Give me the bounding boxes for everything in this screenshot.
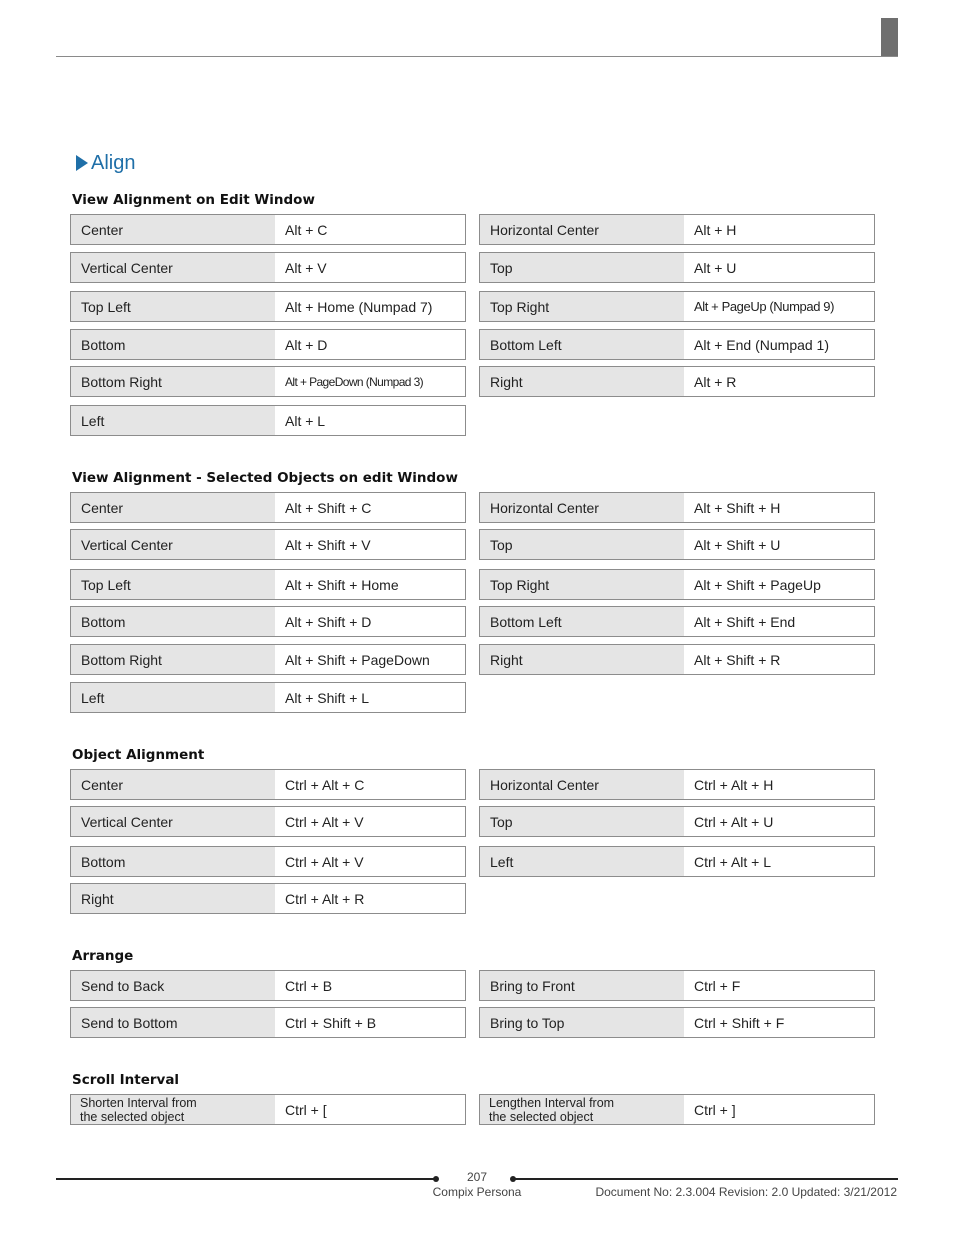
shortcut-row: [70, 492, 466, 523]
section-title-view-alignment: View Alignment on Edit Window: [72, 192, 315, 208]
footer-product: Compix Persona: [432, 1185, 522, 1199]
shortcut-keys: Ctrl + Shift + B: [275, 1008, 465, 1037]
shortcut-row: [479, 970, 875, 1001]
shortcut-label: Send to Back: [71, 971, 275, 1000]
shortcut-row: [70, 329, 466, 360]
footer-rule-right: [513, 1178, 898, 1180]
shortcut-label: Bottom: [71, 607, 275, 636]
shortcut-row: [479, 644, 875, 675]
shortcut-keys: Ctrl + Alt + R: [275, 884, 465, 913]
shortcut-row: [479, 1007, 875, 1038]
shortcut-label: Left: [71, 683, 275, 712]
shortcut-label: Center: [71, 493, 275, 522]
shortcut-row: [479, 846, 875, 877]
header-rule: [56, 56, 898, 57]
shortcut-keys: Alt + Shift + L: [275, 683, 465, 712]
shortcut-label-line1: Lengthen Interval from: [489, 1095, 615, 1110]
shortcut-label-line1: Shorten Interval from: [80, 1095, 197, 1110]
shortcut-label: Send to Bottom: [71, 1008, 275, 1037]
shortcut-row: [479, 806, 875, 837]
shortcut-row: [70, 366, 466, 397]
shortcut-row: [70, 769, 466, 800]
shortcut-keys: Alt + Shift + Home: [275, 570, 465, 599]
shortcut-row: [479, 1094, 875, 1125]
shortcut-row: [70, 252, 466, 283]
footer-document-info: Document No: 2.3.004 Revision: 2.0 Updated: 3/21/2012: [595, 1185, 897, 1199]
shortcut-label: Horizontal Center: [480, 215, 684, 244]
page-number: 207: [466, 1170, 488, 1184]
shortcut-keys: Alt + Shift + PageDown: [275, 645, 465, 674]
shortcut-keys: Alt + End (Numpad 1): [684, 330, 874, 359]
shortcut-keys: Alt + C: [275, 215, 465, 244]
shortcut-row: [479, 291, 875, 322]
shortcut-row: [70, 970, 466, 1001]
shortcut-row: [479, 252, 875, 283]
shortcut-row: [70, 806, 466, 837]
shortcut-keys: Alt + U: [684, 253, 874, 282]
shortcut-row: [70, 606, 466, 637]
shortcut-keys: Ctrl + Alt + H: [684, 770, 874, 799]
shortcut-row: [70, 883, 466, 914]
shortcut-keys: Alt + D: [275, 330, 465, 359]
shortcut-row: [479, 329, 875, 360]
footer-rule-left: [56, 1178, 436, 1180]
shortcut-keys: Ctrl + Alt + V: [275, 847, 465, 876]
shortcut-label: Vertical Center: [71, 530, 275, 559]
main-title: [76, 150, 135, 176]
shortcut-keys: Alt + Shift + End: [684, 607, 874, 636]
shortcut-row: [479, 366, 875, 397]
play-triangle-icon: [76, 155, 88, 171]
shortcut-label: Center: [71, 770, 275, 799]
shortcut-row: [70, 1094, 466, 1125]
shortcut-keys: Alt + Shift + PageUp: [684, 570, 874, 599]
shortcut-label: Right: [480, 645, 684, 674]
shortcut-keys: Alt + V: [275, 253, 465, 282]
shortcut-label: Left: [71, 406, 275, 435]
shortcut-row: [70, 846, 466, 877]
shortcut-label: Bottom Right: [71, 367, 275, 396]
shortcut-row: [479, 492, 875, 523]
shortcut-keys: Ctrl + Shift + F: [684, 1008, 874, 1037]
shortcut-keys: Alt + PageDown (Numpad 3): [275, 367, 465, 396]
shortcut-label: [480, 1095, 684, 1124]
shortcut-row: [479, 606, 875, 637]
shortcut-row: [70, 682, 466, 713]
shortcut-label: Horizontal Center: [480, 493, 684, 522]
shortcut-keys: Alt + Shift + C: [275, 493, 465, 522]
shortcut-keys: Ctrl + Alt + L: [684, 847, 874, 876]
shortcut-row: [479, 569, 875, 600]
shortcut-label: Vertical Center: [71, 253, 275, 282]
shortcut-label: Top Right: [480, 292, 684, 321]
shortcut-label: Top: [480, 807, 684, 836]
section-title-object-alignment: Object Alignment: [72, 747, 205, 763]
shortcut-row: [70, 644, 466, 675]
shortcut-label: [71, 1095, 275, 1124]
shortcut-keys: Alt + Shift + D: [275, 607, 465, 636]
shortcut-row: [70, 291, 466, 322]
shortcut-label: Top: [480, 253, 684, 282]
shortcut-label: Horizontal Center: [480, 770, 684, 799]
footer-dot-left: [433, 1176, 439, 1182]
shortcut-keys: Ctrl + [: [275, 1095, 465, 1124]
shortcut-label-line2: the selected object: [80, 1109, 185, 1124]
shortcut-keys: Alt + L: [275, 406, 465, 435]
shortcut-label: Right: [71, 884, 275, 913]
shortcut-label: Bottom Left: [480, 330, 684, 359]
shortcut-keys: Ctrl + Alt + V: [275, 807, 465, 836]
shortcut-label: Left: [480, 847, 684, 876]
shortcut-row: [70, 569, 466, 600]
shortcut-label: Center: [71, 215, 275, 244]
shortcut-keys: Alt + H: [684, 215, 874, 244]
shortcut-row: [479, 529, 875, 560]
shortcut-label: Vertical Center: [71, 807, 275, 836]
shortcut-label: Bottom: [71, 330, 275, 359]
section-title-arrange: Arrange: [72, 948, 134, 964]
shortcut-label: Bottom Right: [71, 645, 275, 674]
shortcut-keys: Alt + R: [684, 367, 874, 396]
section-title-scroll-interval: Scroll Interval: [72, 1072, 180, 1088]
main-title-text: Align: [91, 151, 136, 174]
shortcut-row: [70, 214, 466, 245]
shortcut-row: [479, 214, 875, 245]
shortcut-label: Bottom: [71, 847, 275, 876]
shortcut-keys: Alt + Shift + V: [275, 530, 465, 559]
shortcut-row: [70, 405, 466, 436]
shortcut-label: Top: [480, 530, 684, 559]
shortcut-row: [479, 769, 875, 800]
shortcut-label: Top Left: [71, 292, 275, 321]
shortcut-keys: Ctrl + F: [684, 971, 874, 1000]
shortcut-keys: Alt + Shift + H: [684, 493, 874, 522]
shortcut-keys: Ctrl + Alt + C: [275, 770, 465, 799]
shortcut-label: Bottom Left: [480, 607, 684, 636]
shortcut-keys: Ctrl + ]: [684, 1095, 874, 1124]
shortcut-label-line2: the selected object: [489, 1109, 594, 1124]
shortcut-keys: Alt + Shift + R: [684, 645, 874, 674]
section-title-selected-objects: View Alignment - Selected Objects on edit Window: [72, 470, 458, 486]
shortcut-keys: Alt + Home (Numpad 7): [275, 292, 465, 321]
shortcut-label: Bring to Top: [480, 1008, 684, 1037]
shortcut-label: Right: [480, 367, 684, 396]
shortcut-keys: Alt + PageUp (Numpad 9): [684, 292, 874, 321]
shortcut-label: Bring to Front: [480, 971, 684, 1000]
shortcut-row: [70, 1007, 466, 1038]
header-tab: [881, 18, 898, 56]
shortcut-keys: Alt + Shift + U: [684, 530, 874, 559]
shortcut-label: Top Left: [71, 570, 275, 599]
shortcut-label: Top Right: [480, 570, 684, 599]
shortcut-row: [70, 529, 466, 560]
shortcut-keys: Ctrl + B: [275, 971, 465, 1000]
shortcut-keys: Ctrl + Alt + U: [684, 807, 874, 836]
